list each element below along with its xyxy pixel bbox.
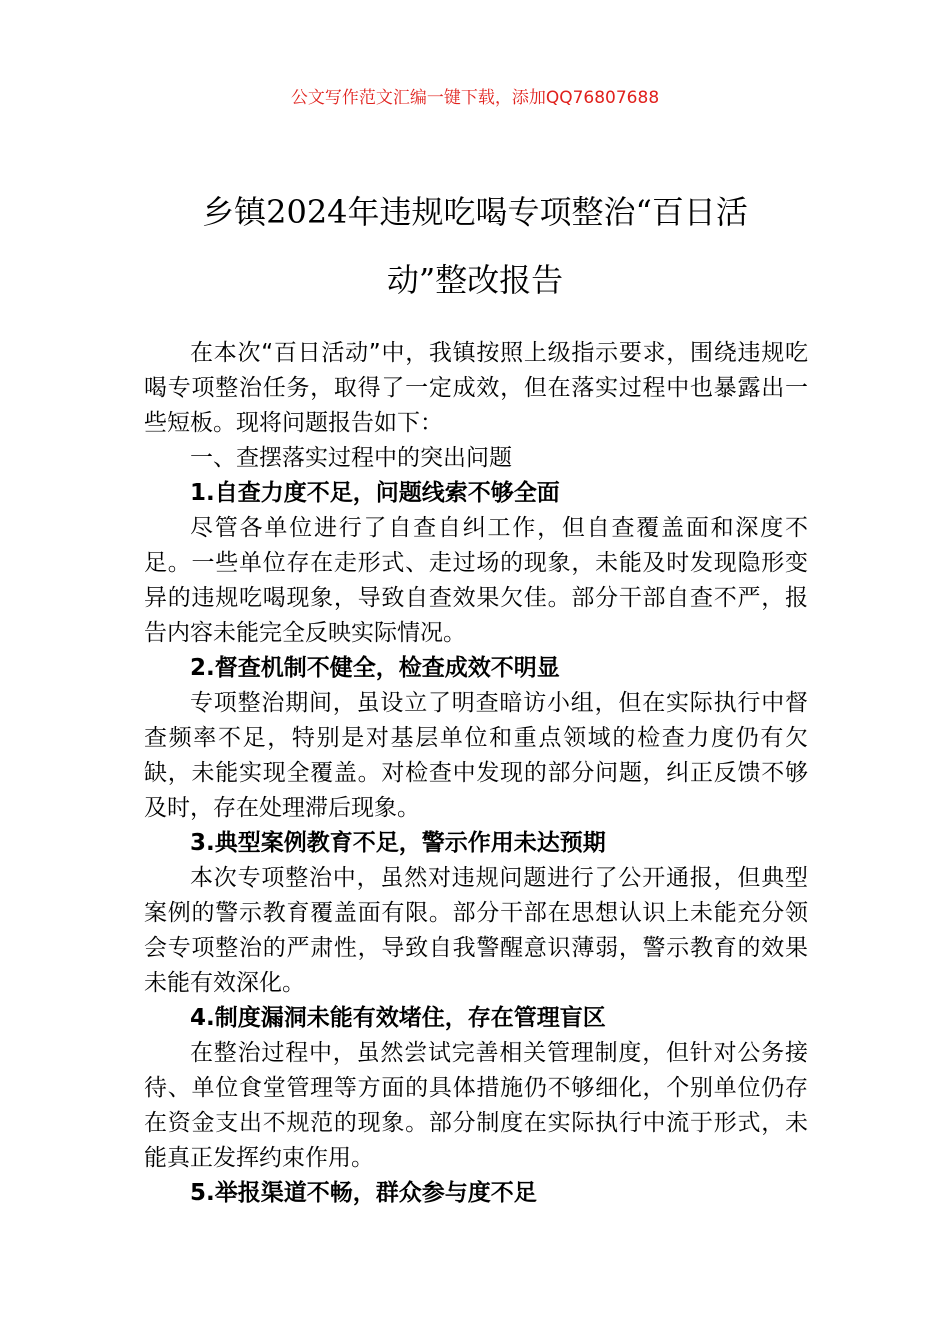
body-paragraph-4: 在整治过程中，虽然尝试完善相关管理制度，但针对公务接待、单位食堂管理等方面的具体措施仍不够细化，个别单位仍存在资金支出不规范的现象。部分制度在实际执行中流于形式，未能真正发挥约束作用。 (144, 1040, 808, 1171)
body-paragraph-2: 专项整治期间，虽设立了明查暗访小组，但在实际执行中督查频率不足，特别是对基层单位和重点领域的检查力度仍有欠缺，未能实现全覆盖。对检查中发现的部分问题，纠正反馈不够及时，存在处理滞后现象。 (144, 690, 808, 821)
subheading-4: 4.制度漏洞未能有效堵住，存在管理盲区 (190, 1005, 606, 1031)
subheading-3: 3.典型案例教育不足，警示作用未达预期 (190, 830, 606, 856)
intro-paragraph: 在本次“百日活动”中，我镇按照上级指示要求，围绕违规吃喝专项整治任务，取得了一定成效，但在落实过程中也暴露出一些短板。现将问题报告如下： (144, 340, 808, 436)
subheading-5: 5.举报渠道不畅，群众参与度不足 (190, 1180, 537, 1206)
title-line-2: 动”整改报告 (386, 261, 564, 299)
body-paragraph-3: 本次专项整治中，虽然对违规问题进行了公开通报，但典型案例的警示教育覆盖面有限。部分干部在思想认识上未能充分领会专项整治的严肃性，导致自我警醒意识薄弱，警示教育的效果未能有效深化。 (144, 865, 808, 996)
document-body (144, 336, 808, 1211)
body-paragraph-1: 尽管各单位进行了自查自纠工作，但自查覆盖面和深度不足。一些单位存在走形式、走过场的现象，未能及时发现隐形变异的违规吃喝现象，导致自查效果欠佳。部分干部自查不严，报告内容未能完全反映实际情况。 (144, 515, 808, 646)
subheading-1: 1.自查力度不足，问题线索不够全面 (190, 480, 560, 506)
subheading-2: 2.督查机制不健全，检查成效不明显 (190, 655, 560, 681)
title-line-1: 乡镇2024年违规吃喝专项整治“百日活 (202, 193, 748, 231)
header-download-note: 公文写作范文汇编一键下载，添加QQ76807688 (290, 88, 660, 108)
section-heading-1: 一、查摆落实过程中的突出问题 (190, 445, 512, 471)
document-title (100, 178, 850, 314)
